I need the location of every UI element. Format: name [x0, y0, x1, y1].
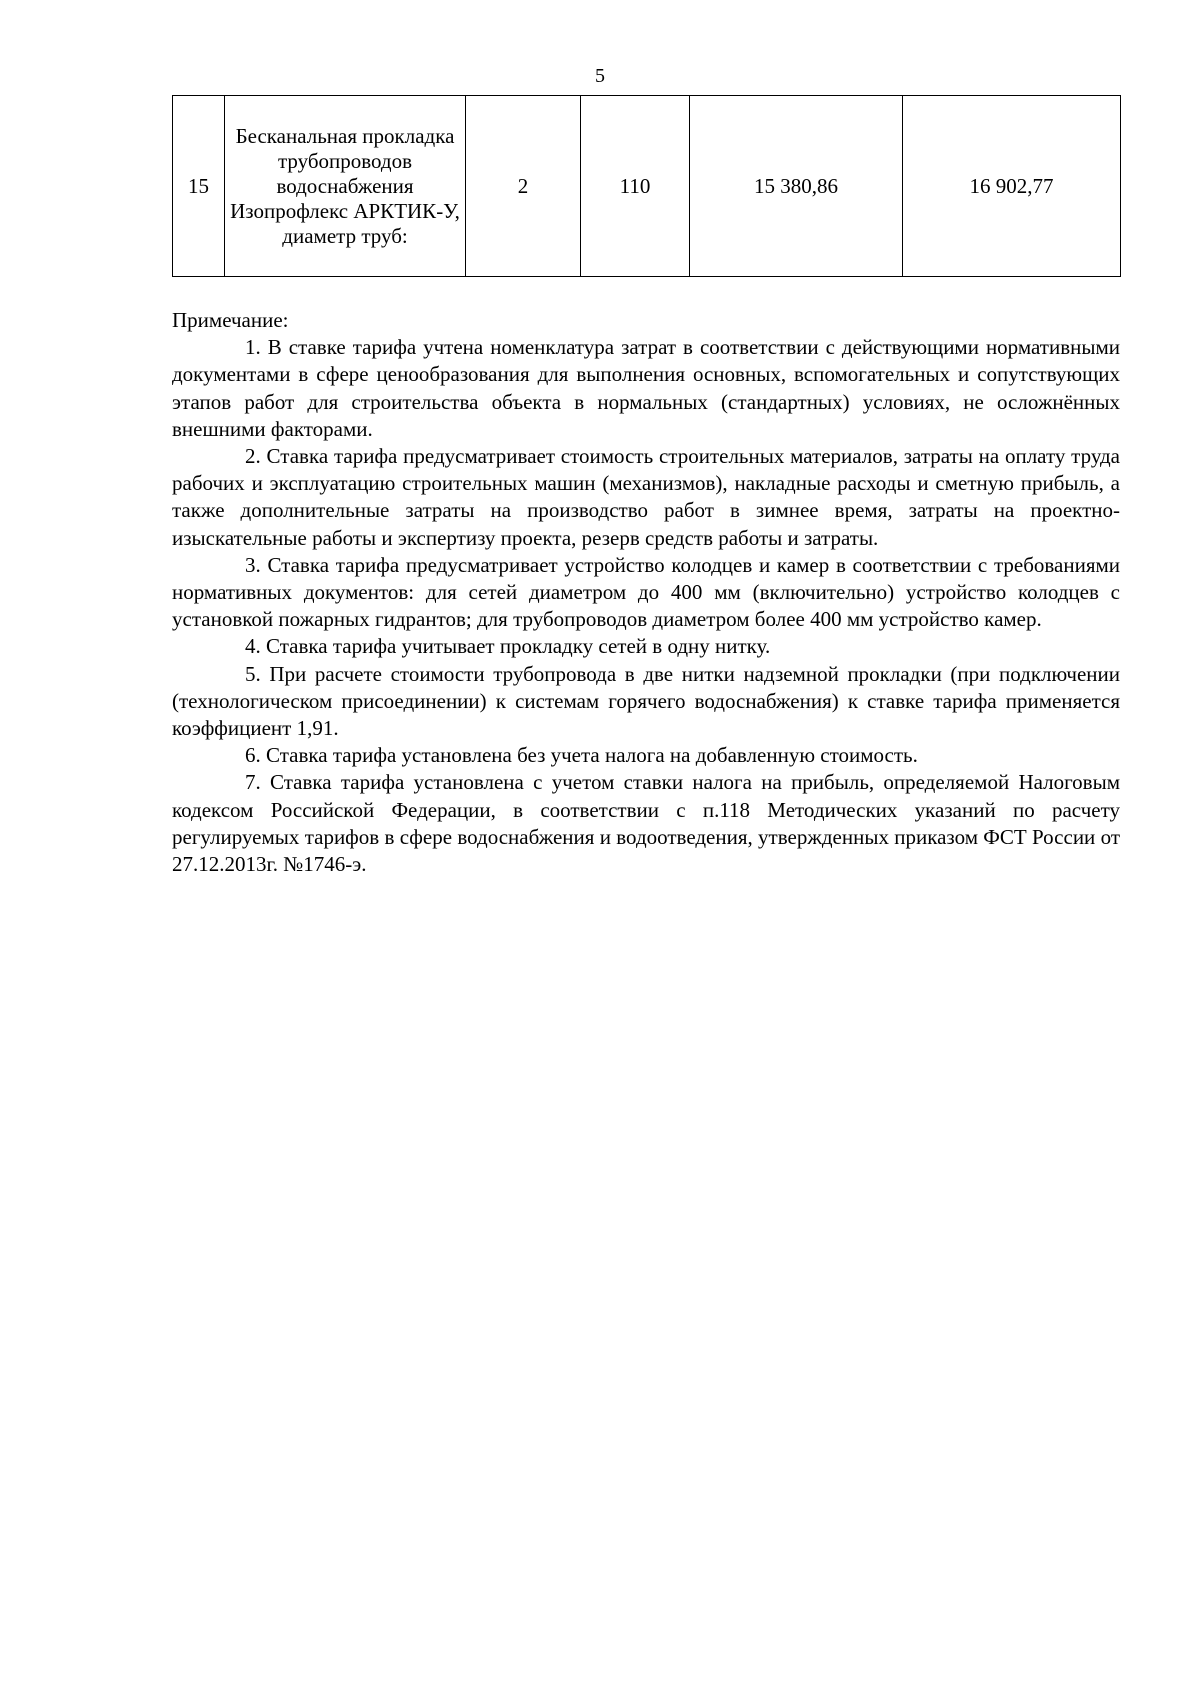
row-number-cell: 15 [173, 96, 225, 277]
notes-section [172, 307, 1120, 878]
note-item: 4. Ставка тарифа учитывает прокладку сетей в одну нитку. [245, 634, 771, 659]
note-item: 2. Ставка тарифа предусматривает стоимость строительных материалов, затраты на оплату труда рабочих и эксплуатацию строительных машин (механизмов), накладные расходы и сметную прибыль, а также дополнительные затраты на производство работ в зимнее время, затраты на проектно-изыскательные работы и экспертизу проекта, резерв средств работы и затраты. [172, 444, 1120, 550]
row-value-cell: 16 902,77 [903, 96, 1121, 277]
row-value-cell: 2 [466, 96, 581, 277]
note-item: 1. В ставке тарифа учтена номенклатура затрат в соответствии с действующими нормативными документами в сфере ценообразования для выполнения основных, вспомогательных и сопутствующих этапов работ для строительства объекта в нормальных (стандартных) условиях, не осложнённых внешними факторами. [172, 335, 1120, 441]
row-value-cell: 15 380,86 [690, 96, 903, 277]
row-value-cell: 110 [581, 96, 690, 277]
note-item: 7. Ставка тарифа установлена с учетом ставки налога на прибыль, определяемой Налоговым кодексом Российской Федерации, в соответствии с п.118 Методических указаний по расчету регулируемых тарифов в сфере водоснабжения и водоотведения, утвержденных приказом ФСТ России от 27.12.2013г. №1746-э. [172, 770, 1120, 877]
table-row [173, 96, 1121, 277]
note-item: 5. При расчете стоимости трубопровода в две нитки надземной прокладки (при подключении (технологическом присоединении) к системам горячего водоснабжения) к ставке тарифа применяется коэффициент 1,91. [172, 661, 1120, 741]
note-item: 6. Ставка тарифа установлена без учета налога на добавленную стоимость. [245, 743, 918, 768]
notes-title: Примечание: [172, 308, 289, 332]
page-number: 5 [595, 65, 605, 87]
row-name-cell: Бесканальная прокладка трубопроводов водоснабжения Изопрофлекс АРКТИК-У, диаметр труб: [225, 96, 466, 277]
tariff-table [172, 95, 1121, 277]
note-item: 3. Ставка тарифа предусматривает устройство колодцев и камер в соответствии с требованиями нормативных документов: для сетей диаметром до 400 мм (включительно) устройство колодцев с установкой пожарных гидрантов; для трубопроводов диаметром более 400 мм устройство камер. [172, 552, 1120, 632]
